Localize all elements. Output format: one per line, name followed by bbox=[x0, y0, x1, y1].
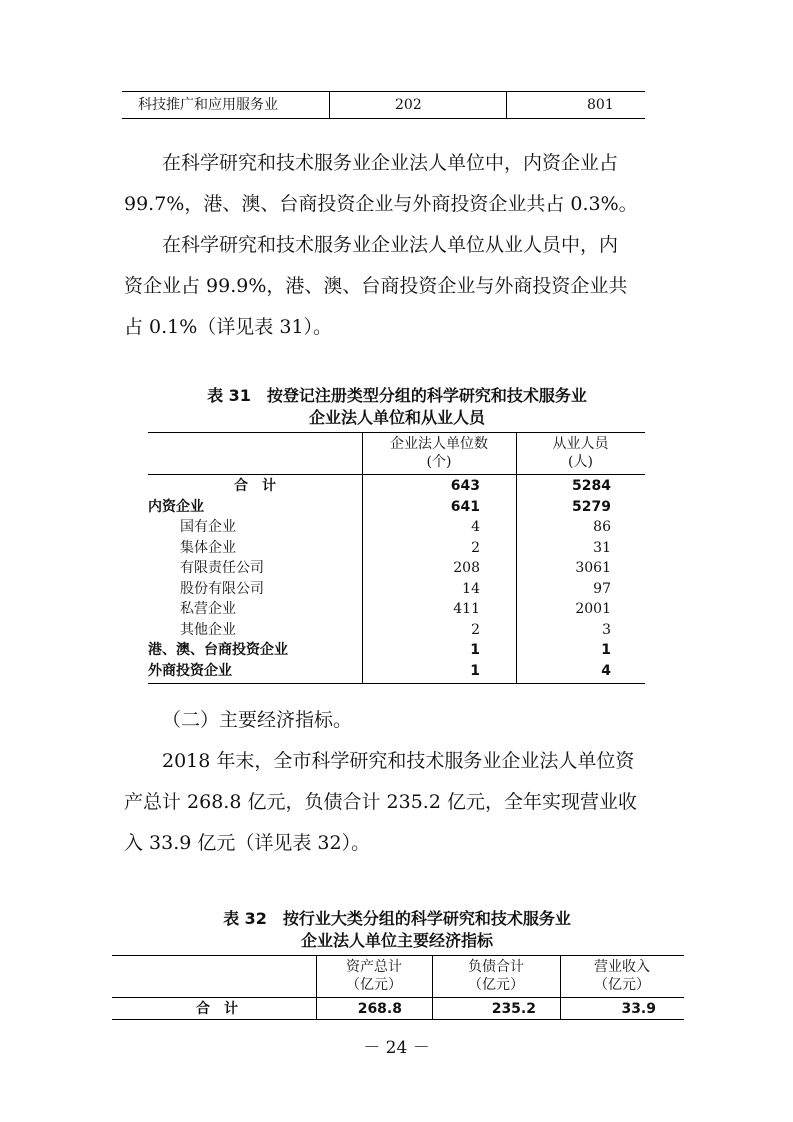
header-unit: （亿元） bbox=[594, 977, 650, 993]
table32-title bbox=[124, 908, 670, 952]
row-units: 202 bbox=[395, 97, 422, 113]
header-label: 从业人员 bbox=[552, 436, 609, 452]
row-units: 2 bbox=[471, 539, 480, 556]
header-label: 负债合计 bbox=[468, 959, 524, 975]
row-units: 643 bbox=[450, 478, 480, 494]
row-revenue: 33.9 bbox=[621, 1001, 656, 1017]
row-units: 208 bbox=[453, 560, 480, 576]
row-units: 2 bbox=[471, 621, 480, 638]
table32-col1-header bbox=[316, 958, 432, 994]
row-employees: 801 bbox=[587, 97, 614, 113]
row-label: 其他企业 bbox=[180, 621, 236, 638]
row-employees: 2001 bbox=[575, 601, 611, 617]
row-employees: 3 bbox=[602, 621, 611, 638]
row-units: 1 bbox=[470, 642, 480, 658]
row-label: 港、澳、台商投资企业 bbox=[148, 642, 288, 658]
row-units: 1 bbox=[470, 662, 480, 679]
table-row bbox=[148, 661, 645, 682]
row-employees: 31 bbox=[593, 539, 611, 556]
row-employees: 86 bbox=[593, 519, 611, 535]
table-row bbox=[148, 620, 645, 641]
table31-title bbox=[124, 385, 670, 429]
table32-bottom-rule bbox=[112, 1019, 684, 1020]
header-label: 营业收入 bbox=[594, 959, 650, 975]
top-table-row bbox=[122, 92, 645, 118]
section-heading: （二）主要经济指标。 bbox=[162, 709, 353, 731]
section-block bbox=[124, 700, 670, 864]
text-line: 占 0.1%（详见表 31）。 bbox=[124, 316, 333, 338]
paragraph-1 bbox=[124, 143, 670, 225]
text-line: 产总计 268.8 亿元，负债合计 235.2 亿元，全年实现营业收 bbox=[124, 791, 637, 813]
table-row bbox=[148, 538, 645, 559]
row-label: 合 计 bbox=[196, 1001, 238, 1017]
row-liabilities: 235.2 bbox=[491, 1001, 536, 1017]
row-units: 641 bbox=[450, 498, 480, 515]
row-label: 科技推广和应用服务业 bbox=[138, 97, 278, 113]
text-line: 资企业占 99.9%，港、澳、台商投资企业与外商投资企业共 bbox=[124, 275, 628, 297]
header-unit: (人) bbox=[568, 454, 593, 470]
table-row bbox=[148, 558, 645, 579]
row-units: 411 bbox=[453, 601, 480, 617]
table32-title-line1: 表 32 按行业大类分组的科学研究和技术服务业 bbox=[223, 909, 571, 928]
table31-title-line1: 表 31 按登记注册类型分组的科学研究和技术服务业 bbox=[207, 386, 587, 405]
row-label: 国有企业 bbox=[180, 519, 236, 535]
row-units: 4 bbox=[471, 519, 480, 535]
text-line: 2018 年末，全市科学研究和技术服务业企业法人单位资 bbox=[162, 750, 635, 772]
header-unit: （亿元） bbox=[346, 977, 402, 993]
row-assets: 268.8 bbox=[357, 1001, 402, 1017]
table-row bbox=[148, 640, 645, 661]
row-label: 有限责任公司 bbox=[180, 560, 264, 576]
page-number: － 24 － bbox=[363, 1038, 430, 1058]
header-unit: (个) bbox=[426, 454, 452, 470]
table32-header-rule bbox=[112, 997, 684, 998]
row-employees: 5279 bbox=[572, 498, 611, 515]
table-row bbox=[148, 599, 645, 620]
row-label: 合 计 bbox=[234, 478, 276, 494]
table31-col2-header bbox=[516, 435, 645, 471]
row-units: 14 bbox=[462, 580, 480, 597]
table32-title-line2: 企业法人单位主要经济指标 bbox=[300, 931, 493, 950]
table31-header-rule bbox=[148, 474, 645, 475]
table-row bbox=[148, 476, 645, 497]
text-line: 在科学研究和技术服务业企业法人单位中，内资企业占 bbox=[162, 152, 619, 174]
paragraph-2 bbox=[124, 225, 670, 348]
text-line: 入 33.9 亿元（详见表 32）。 bbox=[124, 832, 371, 854]
table32-col3-header bbox=[560, 958, 684, 994]
table31-bottom-rule bbox=[148, 683, 645, 684]
row-label: 内资企业 bbox=[148, 498, 204, 515]
row-label: 私营企业 bbox=[180, 601, 236, 617]
table-row bbox=[112, 999, 684, 1019]
table31-title-line2: 企业法人单位和从业人员 bbox=[308, 408, 485, 427]
table31-top-rule bbox=[148, 432, 645, 433]
header-label: 资产总计 bbox=[346, 959, 402, 975]
row-employees: 97 bbox=[593, 580, 611, 597]
row-employees: 5284 bbox=[572, 478, 611, 494]
row-employees: 3061 bbox=[575, 560, 611, 576]
text-line: 99.7%，港、澳、台商投资企业与外商投资企业共占 0.3%。 bbox=[124, 193, 638, 215]
header-label: 企业法人单位数 bbox=[390, 436, 488, 452]
top-table-bottom-rule bbox=[122, 118, 645, 119]
row-label: 外商投资企业 bbox=[148, 662, 232, 679]
table-row bbox=[148, 497, 645, 518]
row-employees: 1 bbox=[601, 642, 611, 658]
header-unit: （亿元） bbox=[468, 977, 524, 993]
table31-col1-header bbox=[362, 435, 516, 471]
text-line: 在科学研究和技术服务业企业法人单位从业人员中，内 bbox=[162, 234, 619, 256]
table-row bbox=[148, 517, 645, 538]
table32-col2-header bbox=[432, 958, 560, 994]
row-employees: 4 bbox=[601, 662, 611, 679]
table-row bbox=[148, 579, 645, 600]
row-label: 股份有限公司 bbox=[180, 580, 264, 597]
table32-top-rule bbox=[112, 955, 684, 956]
row-label: 集体企业 bbox=[180, 539, 236, 556]
